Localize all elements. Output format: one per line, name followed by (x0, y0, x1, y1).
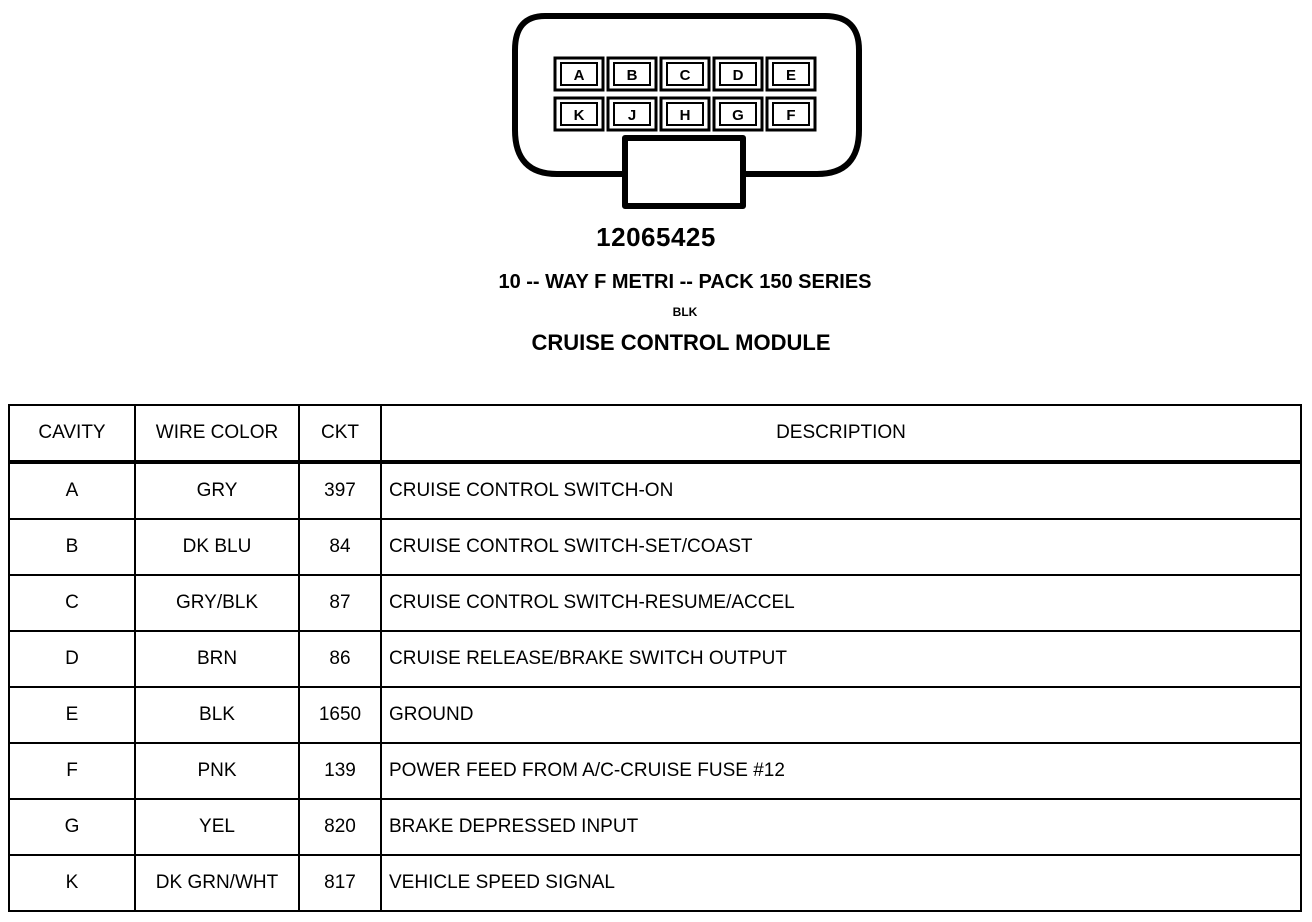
table-row (9, 687, 1301, 743)
cell-cavity: A (9, 462, 135, 519)
module-name: CRUISE CONTROL MODULE (531, 330, 831, 355)
pin-label: A (573, 67, 585, 84)
pin-label: C (679, 67, 691, 84)
cell-cavity: K (9, 855, 135, 911)
pin-cavity-c (661, 58, 709, 90)
connector-series: 10 -- WAY F METRI -- PACK 150 SERIES (498, 271, 872, 293)
cell-ckt: 84 (299, 519, 381, 575)
pin-cavity-g (714, 98, 762, 130)
cell-description: POWER FEED FROM A/C-CRUISE FUSE #12 (381, 743, 1301, 799)
cell-wire-color: BRN (135, 631, 299, 687)
cell-description: BRAKE DEPRESSED INPUT (381, 799, 1301, 855)
header-description: DESCRIPTION (381, 405, 1301, 462)
header-cavity: CAVITY (9, 405, 135, 462)
table-row (9, 462, 1301, 519)
pin-label: B (626, 67, 638, 84)
cell-ckt: 139 (299, 743, 381, 799)
connector-outline (505, 10, 865, 210)
cell-wire-color: PNK (135, 743, 299, 799)
pin-cavity-k (555, 98, 603, 130)
table-row (9, 855, 1301, 911)
header-wire-color: WIRE COLOR (135, 405, 299, 462)
table-row (9, 743, 1301, 799)
pin-label: G (732, 107, 744, 124)
pin-label: K (573, 107, 585, 124)
header-ckt: CKT (299, 405, 381, 462)
pin-cavity-j (608, 98, 656, 130)
cell-wire-color: GRY (135, 462, 299, 519)
table-row (9, 519, 1301, 575)
cell-cavity: G (9, 799, 135, 855)
pin-label: F (786, 107, 796, 124)
cell-description: GROUND (381, 687, 1301, 743)
connector-diagram (505, 10, 865, 210)
table-row (9, 799, 1301, 855)
pin-label: J (627, 107, 637, 124)
pin-cavity-f (767, 98, 815, 130)
cell-wire-color: GRY/BLK (135, 575, 299, 631)
cell-description: CRUISE CONTROL SWITCH-ON (381, 462, 1301, 519)
cell-wire-color: YEL (135, 799, 299, 855)
cell-wire-color: DK BLU (135, 519, 299, 575)
part-number: 12065425 (596, 222, 716, 252)
pin-label: D (732, 67, 744, 84)
pin-cavity-d (714, 58, 762, 90)
table-header-row (9, 405, 1301, 462)
cell-wire-color: DK GRN/WHT (135, 855, 299, 911)
cell-ckt: 86 (299, 631, 381, 687)
cell-description: CRUISE CONTROL SWITCH-RESUME/ACCEL (381, 575, 1301, 631)
pin-cavity-b (608, 58, 656, 90)
pin-label: H (679, 107, 691, 124)
cell-ckt: 820 (299, 799, 381, 855)
cell-description: CRUISE CONTROL SWITCH-SET/COAST (381, 519, 1301, 575)
pin-cavity-e (767, 58, 815, 90)
table-row (9, 631, 1301, 687)
cell-cavity: C (9, 575, 135, 631)
table-row (9, 575, 1301, 631)
cell-wire-color: BLK (135, 687, 299, 743)
pin-cavity-a (555, 58, 603, 90)
pinout-table (8, 404, 1302, 912)
cell-cavity: F (9, 743, 135, 799)
cell-description: CRUISE RELEASE/BRAKE SWITCH OUTPUT (381, 631, 1301, 687)
connector-color: BLK (672, 305, 698, 319)
cell-cavity: D (9, 631, 135, 687)
cell-ckt: 1650 (299, 687, 381, 743)
cell-ckt: 87 (299, 575, 381, 631)
cell-ckt: 817 (299, 855, 381, 911)
pin-label: E (785, 67, 797, 84)
cell-description: VEHICLE SPEED SIGNAL (381, 855, 1301, 911)
cell-cavity: E (9, 687, 135, 743)
cell-ckt: 397 (299, 462, 381, 519)
pin-cavity-h (661, 98, 709, 130)
cell-cavity: B (9, 519, 135, 575)
